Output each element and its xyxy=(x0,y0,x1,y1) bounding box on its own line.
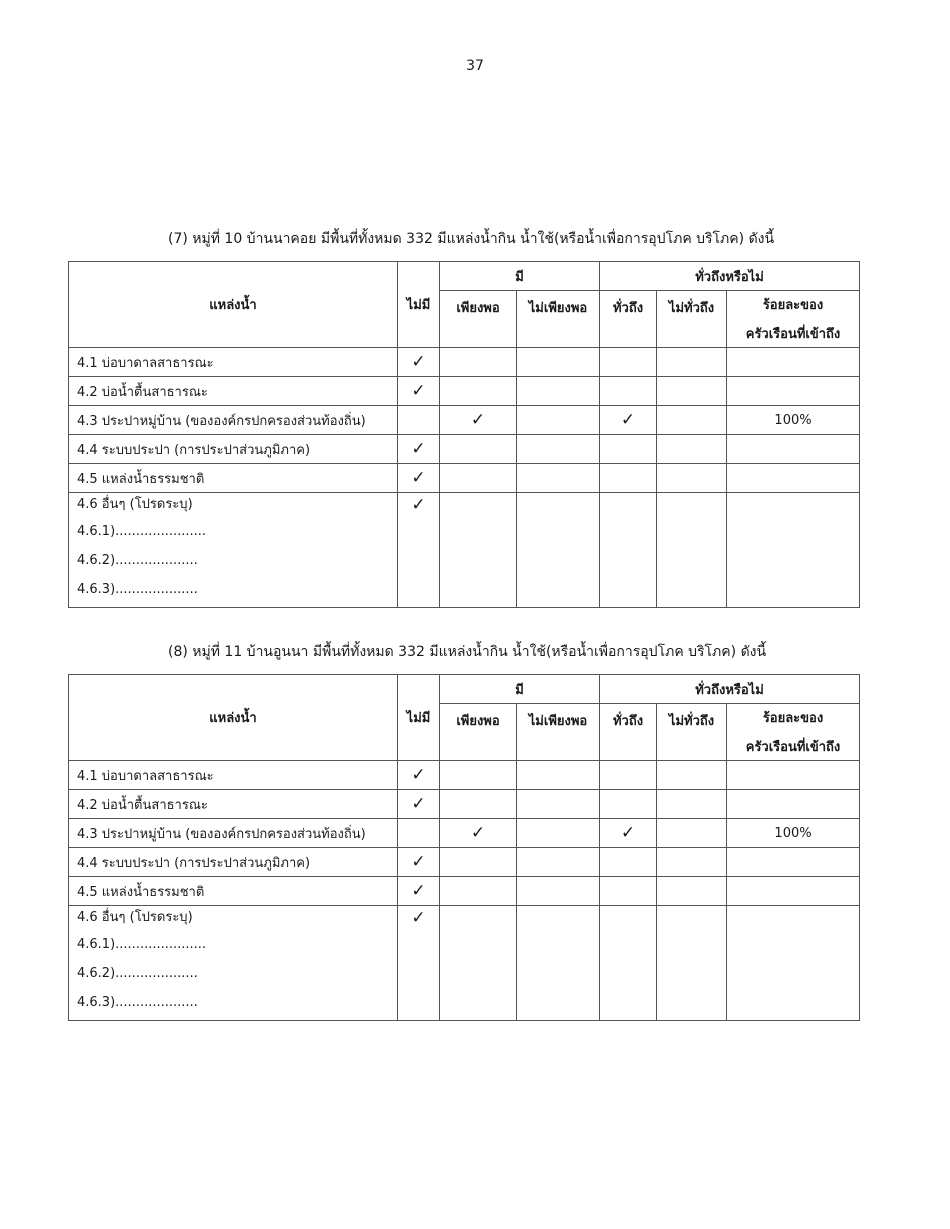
source-name: 4.4 ระบบประปา (การประปาส่วนภูมิภาค) xyxy=(69,435,398,464)
cell-enough xyxy=(440,790,517,819)
cell-percent xyxy=(727,348,860,377)
cell-not-enough xyxy=(517,906,600,1021)
table-row xyxy=(69,377,860,406)
header-none: ไม่มี xyxy=(398,675,440,761)
cell-enough xyxy=(440,819,517,848)
other-sub-item: 4.6.1)...................... xyxy=(77,937,207,952)
water-source-table xyxy=(68,261,860,608)
source-name: 4.6 อื่นๆ (โปรดระบุ) xyxy=(77,497,193,512)
cell-percent xyxy=(727,377,860,406)
header-thorough: ทั่วถึง xyxy=(600,291,657,348)
check-icon: ✓ xyxy=(411,438,426,459)
header-percent xyxy=(727,704,860,761)
cell-not-thorough xyxy=(657,877,727,906)
cell-thorough xyxy=(600,493,657,608)
check-icon: ✓ xyxy=(411,764,426,785)
cell-thorough xyxy=(600,906,657,1021)
cell-not-thorough xyxy=(657,406,727,435)
cell-not-enough xyxy=(517,464,600,493)
cell-not-enough xyxy=(517,348,600,377)
cell-none xyxy=(398,906,440,1021)
check-icon: ✓ xyxy=(470,409,486,430)
table-row xyxy=(69,435,860,464)
header-have: มี xyxy=(440,262,600,291)
cell-percent xyxy=(727,464,860,493)
cell-thorough xyxy=(600,761,657,790)
table-row xyxy=(69,464,860,493)
header-not-thorough: ไม่ทั่วถึง xyxy=(657,704,727,761)
cell-percent xyxy=(727,435,860,464)
cell-none xyxy=(398,761,440,790)
check-icon: ✓ xyxy=(411,880,426,901)
header-thorough: ทั่วถึง xyxy=(600,704,657,761)
other-sub-item: 4.6.2).................... xyxy=(77,553,198,568)
source-name: 4.1 บ่อบาดาลสาธารณะ xyxy=(69,348,398,377)
cell-none xyxy=(398,877,440,906)
cell-not-thorough xyxy=(657,493,727,608)
cell-not-enough xyxy=(517,790,600,819)
source-name: 4.6 อื่นๆ (โปรดระบุ) xyxy=(77,910,193,925)
check-icon: ✓ xyxy=(411,908,426,928)
source-name: 4.5 แหล่งน้ำธรรมชาติ xyxy=(69,464,398,493)
check-icon: ✓ xyxy=(411,467,426,488)
cell-not-thorough xyxy=(657,906,727,1021)
cell-enough xyxy=(440,348,517,377)
cell-enough xyxy=(440,435,517,464)
cell-not-thorough xyxy=(657,761,727,790)
header-not-enough: ไม่เพียงพอ xyxy=(517,704,600,761)
table-row xyxy=(69,406,860,435)
other-sub-item: 4.6.1)...................... xyxy=(77,524,207,539)
header-have: มี xyxy=(440,675,600,704)
other-source-cell xyxy=(69,493,398,608)
source-name: 4.2 บ่อน้ำตื้นสาธารณะ xyxy=(69,790,398,819)
cell-percent xyxy=(727,761,860,790)
section-title: (7) หมู่ที่ 10 บ้านนาคอย มีพื้นที่ทั้งหมด 332 มีแหล่งน้ำกิน น้ำใช้(หรือน้ำเพื่อการอุปโภค บริโภค) ดังนี้ xyxy=(168,231,775,247)
header-percent-line1: ร้อยละของ xyxy=(762,711,824,726)
table-row xyxy=(69,877,860,906)
check-icon: ✓ xyxy=(620,822,636,843)
check-icon: ✓ xyxy=(620,409,636,430)
table-row xyxy=(69,348,860,377)
cell-not-enough xyxy=(517,377,600,406)
cell-none xyxy=(398,493,440,608)
cell-enough xyxy=(440,906,517,1021)
header-enough: เพียงพอ xyxy=(440,291,517,348)
cell-not-enough xyxy=(517,848,600,877)
cell-percent xyxy=(727,493,860,608)
header-coverage: ทั่วถึงหรือไม่ xyxy=(600,675,860,704)
cell-enough xyxy=(440,493,517,608)
check-icon: ✓ xyxy=(470,822,486,843)
header-percent-line1: ร้อยละของ xyxy=(762,298,824,313)
check-icon: ✓ xyxy=(411,380,426,401)
cell-thorough xyxy=(600,348,657,377)
cell-enough xyxy=(440,377,517,406)
cell-none xyxy=(398,348,440,377)
cell-percent: 100% xyxy=(727,819,860,848)
cell-percent xyxy=(727,790,860,819)
table-row-other xyxy=(69,906,860,1021)
cell-not-thorough xyxy=(657,348,727,377)
cell-not-thorough xyxy=(657,377,727,406)
check-icon: ✓ xyxy=(411,351,426,372)
check-icon: ✓ xyxy=(411,851,426,872)
header-not-enough: ไม่เพียงพอ xyxy=(517,291,600,348)
header-percent-line2: ครัวเรือนที่เข้าถึง xyxy=(745,740,841,755)
table-row xyxy=(69,848,860,877)
header-not-thorough: ไม่ทั่วถึง xyxy=(657,291,727,348)
cell-not-enough xyxy=(517,877,600,906)
cell-thorough xyxy=(600,435,657,464)
cell-thorough xyxy=(600,848,657,877)
header-enough: เพียงพอ xyxy=(440,704,517,761)
other-sub-item: 4.6.2).................... xyxy=(77,966,198,981)
cell-not-enough xyxy=(517,761,600,790)
cell-enough xyxy=(440,406,517,435)
cell-percent xyxy=(727,848,860,877)
cell-thorough xyxy=(600,464,657,493)
source-name: 4.5 แหล่งน้ำธรรมชาติ xyxy=(69,877,398,906)
section-title: (8) หมู่ที่ 11 บ้านอูนนา มีพื้นที่ทั้งหมด 332 มีแหล่งน้ำกิน น้ำใช้(หรือน้ำเพื่อการอุปโภค บริโภค) ดังนี้ xyxy=(168,644,767,660)
source-name: 4.4 ระบบประปา (การประปาส่วนภูมิภาค) xyxy=(69,848,398,877)
cell-not-thorough xyxy=(657,848,727,877)
source-name: 4.3 ประปาหมู่บ้าน (ขององค์กรปกครองส่วนท้องถิ่น) xyxy=(69,406,398,435)
source-name: 4.2 บ่อน้ำตื้นสาธารณะ xyxy=(69,377,398,406)
table-row xyxy=(69,819,860,848)
cell-none xyxy=(398,377,440,406)
check-icon: ✓ xyxy=(411,793,426,814)
cell-none xyxy=(398,819,440,848)
cell-not-thorough xyxy=(657,435,727,464)
check-icon: ✓ xyxy=(411,495,426,515)
cell-enough xyxy=(440,761,517,790)
cell-not-enough xyxy=(517,819,600,848)
cell-thorough xyxy=(600,877,657,906)
table-row-other xyxy=(69,493,860,608)
cell-none xyxy=(398,406,440,435)
cell-enough xyxy=(440,464,517,493)
header-percent xyxy=(727,291,860,348)
table-row xyxy=(69,790,860,819)
header-row xyxy=(69,262,860,291)
header-row xyxy=(69,675,860,704)
other-sub-item: 4.6.3).................... xyxy=(77,582,198,597)
cell-percent xyxy=(727,906,860,1021)
cell-thorough xyxy=(600,790,657,819)
cell-none xyxy=(398,790,440,819)
source-name: 4.3 ประปาหมู่บ้าน (ขององค์กรปกครองส่วนท้องถิ่น) xyxy=(69,819,398,848)
source-name: 4.1 บ่อบาดาลสาธารณะ xyxy=(69,761,398,790)
cell-none xyxy=(398,848,440,877)
cell-none xyxy=(398,435,440,464)
header-source: แหล่งน้ำ xyxy=(69,262,398,348)
cell-enough xyxy=(440,877,517,906)
cell-not-enough xyxy=(517,493,600,608)
header-coverage: ทั่วถึงหรือไม่ xyxy=(600,262,860,291)
other-sub-item: 4.6.3).................... xyxy=(77,995,198,1010)
header-none: ไม่มี xyxy=(398,262,440,348)
cell-not-enough xyxy=(517,435,600,464)
cell-not-thorough xyxy=(657,790,727,819)
cell-not-thorough xyxy=(657,464,727,493)
cell-none xyxy=(398,464,440,493)
other-source-cell xyxy=(69,906,398,1021)
cell-thorough xyxy=(600,819,657,848)
water-source-table xyxy=(68,674,860,1021)
cell-thorough xyxy=(600,377,657,406)
header-source: แหล่งน้ำ xyxy=(69,675,398,761)
header-percent-line2: ครัวเรือนที่เข้าถึง xyxy=(745,327,841,342)
cell-percent xyxy=(727,877,860,906)
cell-not-enough xyxy=(517,406,600,435)
cell-enough xyxy=(440,848,517,877)
cell-percent: 100% xyxy=(727,406,860,435)
table-row xyxy=(69,761,860,790)
cell-not-thorough xyxy=(657,819,727,848)
cell-thorough xyxy=(600,406,657,435)
page-number: 37 xyxy=(466,58,484,74)
